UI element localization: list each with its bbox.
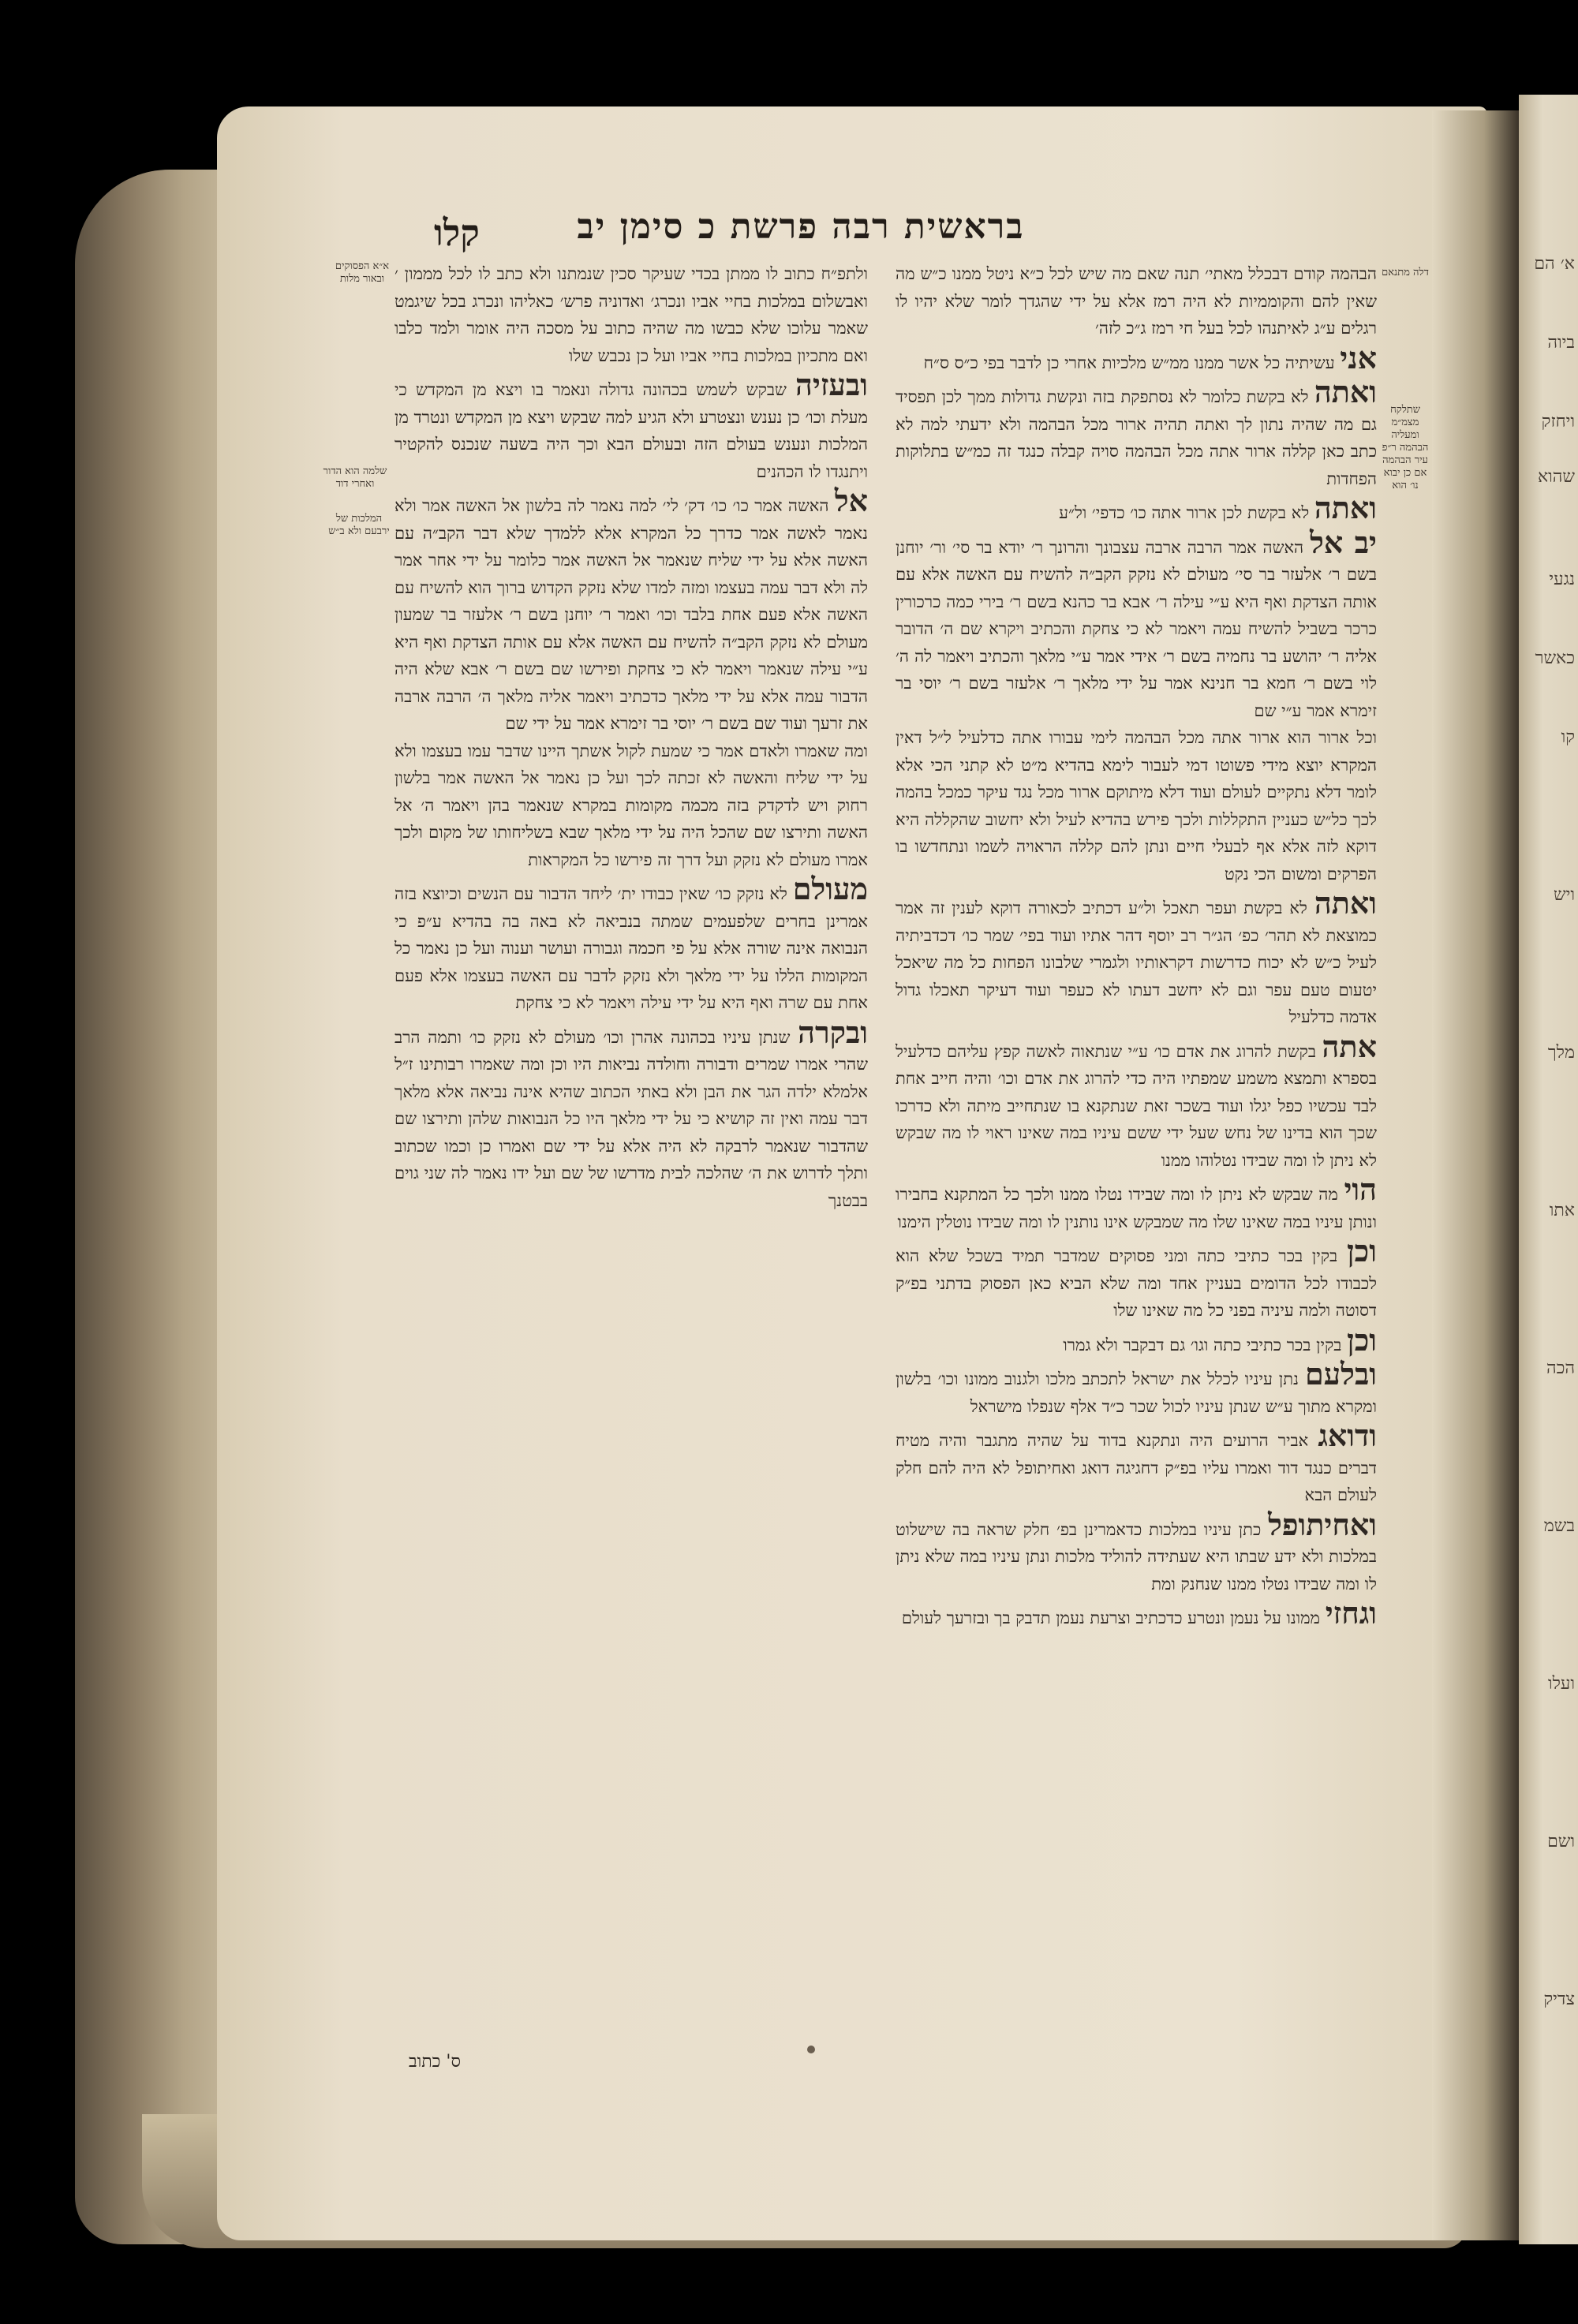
commentary-paragraph: שנתן עיניו בכהונה אהרן וכו׳ מעולם לא נזקק כו׳ ותמה הרב שהרי אמרו שמרים ודבורה וחולדה נביאות היו וכן ומה שאמרו רבותינו ז״ל אלמלא ילדה הגר את הבן ולא באתי הכתוב שהיא אינה נביאה אלא מלאך דבר עמה ואין זה קושיא כי על ידי מלאך היו כל הנבואות שלהן ותירצו שם שהדבור שנאמר לרבקה לא היה אלא על ידי שם ואמרו כן וכמו שכתוב ותלך לדרוש את ה׳ שהלכה לבית מדרשו של שם ועל ידו נאמר לה שני גוים בבטנך [394,1027,868,1210]
midrash-text: האשה אמר הרבה ארבה עצבונך והרונך ר׳ יודא בר סי׳ ור׳ יוחנן בשם ר׳ אלעזר בר סי׳ מעולם לא נזקק הקב״ה להשיח עם האשה אלא עם אותה הצדקת ואף היא ע״י עילה ר׳ אבא בר כהנא בשם ר׳ בירי כמה כרכורין כרכר בשביל להשיח עמה ויאמר לא כי צחקת והכתיב ויקרא שם ה׳ הדובר אליה ר׳ יהושע בר נחמיה בשם ר׳ אידי אמר ע״י מלאך והכתיב ויאמר לה ה׳ לוי בשם ר׳ חמא בר חנינא אמר על ידי מלאך ר׳ אלעזר בשם ר׳ יוסי בר זימרא אמר ע״י שם [896,537,1377,720]
lemma-heading: ואתה [1314,374,1377,409]
commentary-paragraph: בקשת להרוג את אדם כו׳ ע״י שנתאוה לאשה קפץ עליהם כדלעיל בספרא ותמצא משמע שמפתיו היה כדי להרוג את אדם וכו׳ והיה חייב אחת לבד עכשיו כפל יגלו ועוד בשכר זאת שנתקנא בו שנתחייב מיתה ולא כדרכו שכך הוא בדינו של נחש שעל ידי ששם עיניו במה שאינו ראוי לו מה שבקש לא ניתן לו ומה שבידו נטלוהו ממנו [896,1041,1377,1170]
lemma-heading: אני [1340,339,1377,376]
margin-note: שתלקח מצמ״מ ומעליה [1390,404,1420,441]
lemma-heading: אל [834,483,868,518]
next-page-text: בשמ [1543,1516,1575,1536]
commentary-paragraph: אביר הרועים היה ונתקנא בדוד על שהיה מתגבר והיה מטיח דברים כנגד דוד ואמרו עליו בפ״ק דחגיגה דואג ואחיתופל לא היה להם חלק לעולם הבא [896,1431,1377,1504]
commentary-paragraph: ממונו על נעמן ונטרע כדכתיב וצרעת נעמן תדבק בך ובזרעך לעולם [901,1608,1320,1627]
commentary-paragraph: האשה אמר כו׳ כו׳ דק׳ לי׳ למה נאמר לה בלשון אל האשה אמר ולא נאמר לאשה אמר כדרך כל המקרא אלא ללמדך שלא דבר הקב״ה עם האשה אלא על ידי שליח שנאמר אל האשה אמר כלומר על ידי אחר אמר לה ולא דבר עמה בעצמו ומזה למדו שלא נזקק הקדוש ברוך הוא להשיח עם האשה אלא פעם אחת בלבד וכו׳ ואמר ר׳ יוחנן בשם ר׳ אלעזר בר שמעון מעולם לא נזקק הקב״ה להשיח עם האשה אלא עם אותה הצדקת ואף היא ע״י עילה שנאמר ויאמר לא כי צחקת ופירשו שם בשם ר׳ אבא שלא היה הדבור עמה אלא על ידי מלאך כדכתיב ויאמר אליה מלאך ה׳ הרבה ארבה את זרעך ועוד שם בשם ר׳ יוסי בר זימרא אמר על ידי שם [394,496,868,733]
next-page-text: נגעי [1549,570,1575,589]
folio-number: קלו [434,211,480,254]
lemma-heading: וכן [1347,1321,1377,1358]
next-page-text: ושם [1547,1832,1575,1851]
page-mark [807,2046,815,2053]
margin-note: דלה מתנאם [1382,267,1429,278]
commentary-paragraph: נתן עיניו לכלל את ישראל לתכתב מלכו ולגנוב ממונו וכו׳ בלשון ומקרא מתוך ע״ש שנתן עיניו לכול שכר כ״ד אלף שנפלו מישראל [896,1369,1377,1416]
next-page-text: מלך [1547,1043,1575,1063]
margin-note: שלמה הוא הדור ואחרי דוד [323,465,387,490]
commentary-paragraph: שבקש לשמש בכהונה גדולה ונאמר בו ויצא מן המקדש כי מעלת וכו׳ כן נענש ונצטרע ולא הגיע למה שבקש ויצא מן המקדש ונטרד מן המלכות ונענש בעולם הזה ובעולם הבא וכך היה בשעה שנכנס להקטיר ויתנגדו לו הכהנים [394,380,868,481]
next-page-text: קו [1561,727,1575,747]
commentary-paragraph: ולתפ״ח כתוב לו ממתן בכדי שעיקר סכין שנמתנו ולא כתב לו לכל מממון ׳ ואבשלום במלכות בחיי אביו ונכרג׳ ואדוניה פרש׳ כאליהו ונכרג בכל שיגמט שאמר עלוכו שלא כבשו מה שהיה כתוב על מסכה היה אומר ולמד כלבו ואם מתכיון במלכות בחיי אביו ועל כן נכבש שלו [394,264,868,365]
lemma-heading: מעולם [792,871,868,906]
lemma-heading: ואחיתופל [1268,1506,1377,1542]
commentary-paragraph: ומה שאמרו ולאדם אמר כי שמעת לקול אשתך היינו שדבר עמו בעצמו ולא על ידי שליח והאשה לא זכתה לכך ועל כן נאמר אל האשה אמר בלשון רחוק ויש לדקדק בזה מכמה מקומות במקרא שנאמר בהן ויאמר ה׳ אל האשה ותירצו שם שהכל היה על ידי מלאך שבא בשליחותו של מקום ולכך אמרו מעולם לא נזקק ועל דרך זה פירשו כל המקראות [394,741,868,869]
lemma-heading: ובעזיה [795,367,868,402]
commentary-paragraph: הבהמה קודם דבכלל מאתי׳ תנה שאם מה שיש לכל כ״א ניטל ממנו כ״ש מה שאין להם והקוממיות לא היה רמז אלא על ידי שהגדך לומר שלא יהיו לו רגלים ע״ג לאיתנהו לכל בעל חי רמז ג״כ לזה׳ [896,264,1377,338]
margin-note: המלכות של ירבעם ולא ב״ש [328,513,390,537]
commentary-paragraph: בקין בכר כתיבי כתה ומני פסוקים שמדבר תמיד בשכל שלא הוא לכבודו לכל הדומים בעניין אחד ומה שלא הביא כאן הפסוק בדתני בפ״ק דסוטה ולמה עיניה בפני כל מה שאינו שלו [896,1246,1377,1320]
lemma-heading: יב אל [1310,524,1377,560]
lemma-heading: וגחזי [1325,1595,1377,1631]
commentary-paragraph: לא נזקק כו׳ שאין כבודו ית׳ ליחד הדבור עם הנשים וכיוצא בזה אמרינן בחרים שלפעמים שמתה בנביאה לא באה בה בהדיא ע״פ כי הנבואה אינה שורה אלא על פי חכמה וגבורה ועושר וענוה ועל כן נאמר כל המקומות הללו על ידי מלאך ולא נזקק לדבר עם האשה בעצמו אלא פעם אחת עם שרה ואף היא על ידי עילה ויאמר לא כי צחקת [394,884,868,1012]
commentary-paragraph: לא בקשת לכן ארור אתה כו׳ כדפי׳ ול״ע [1059,503,1310,522]
lemma-heading: וכן [1347,1233,1377,1268]
commentary-paragraph: כתן עיניו במלכות כדאמרינן בפ׳ חלק שראה בה שישלוט במלכות ולא ידע שבתו היא שעתידה להוליד מלכות ונתן עיניו במה שלא ניתן לו ומה שבידו נטלו ממנו שנחנק ומת [896,1519,1377,1594]
left-column [394,260,868,2035]
next-page-strip [1519,95,1578,2244]
running-header: בראשית רבה פרשת כ סימן יב [577,207,1025,247]
lemma-heading: הוי [1344,1171,1377,1207]
next-page-text: ועלו [1548,1674,1575,1694]
commentary-paragraph: לא בקשת ועפר תאכל ול״ע דכתיב לכאורה דוקא לענין זה אמר כמוצאת לא תהר׳ כפ׳ הג״ר רב יוסף דהר אתיו ועוד בפי׳ שמר כו׳ דכדביתיה לעיל כ״ש לא יכוח כדרשות דקראותיו ולגמרי שלבונו הפחות כל מה שיאכל יטעום טעם עפר וגם לא יחשב דעתו לא כעפר ועוד דעיקר תאכלו גדול אדמה כדלעיל [896,899,1377,1026]
commentary-paragraph: בקין בכר כתיבי כתה וגו׳ גם דבקבר ולא גמרו [1063,1335,1342,1354]
margin-note: הבהמה ר״פ עיר הבהמה אם כן יבוא נו׳ הוא [1382,442,1429,491]
lemma-heading: ובלעם [1304,1356,1377,1392]
lemma-heading: ובקרה [798,1014,868,1050]
next-page-text: צדיק [1543,1990,1575,2009]
lemma-heading: ואתה [1314,490,1377,525]
commentary-paragraph: לא בקשת כלומר לא נסתפקת בזה ונקשת גדולות ממך לכן תפסיד גם מה שהיה נתון לך ואתה תהיה ארור מכל הבהמה ולא ידעתי למה לא כתב כאן קללה ארור אתה מכל הבהמה סויה קבלה כנגד זה כמ״ש בתלוקות הפחדות [896,387,1377,488]
next-page-text: ויש [1554,885,1575,905]
commentary-paragraph: מה שבקש לא ניתן לו ומה שבידו נטלו ממנו ולכך כל המתקנא בחבירו ונותן עיניו במה שאינו שלו מה שמבקש אינו נותנין לו ומה שבידו נוטלין הימנו [896,1185,1377,1231]
next-page-text: שהוא [1537,467,1575,487]
next-page-text: כאשר [1535,648,1575,668]
catchword: ס' כתוב [409,2052,461,2072]
next-page-text: הכה [1546,1358,1575,1378]
next-page-text: ויחזק [1541,412,1575,432]
page-gutter [1432,110,1519,2240]
next-page-text: ביוה [1547,333,1575,353]
next-page-text: א׳ הם [1534,254,1575,274]
right-column [896,260,1377,2051]
commentary-paragraph: עשיתיה כל אשר ממנו ממ״ש מלכיות אחרי כן לדבר בפי כ״ס ס״ח [923,353,1335,372]
lemma-heading: אתה [1322,1028,1377,1064]
lemma-heading: ודואג [1318,1418,1377,1453]
lemma-heading: ואתה [1314,885,1377,921]
margin-note: א״א הפסוקים ובאור מלות [335,260,390,285]
next-page-text: אתו [1549,1201,1575,1220]
commentary-paragraph: וכל ארור הוא ארור אתה מכל הבהמה לימי עבורו אתה כדלעיל ל״ל דאין המקרא יוצא מידי פשוטו דמי לעבור לימא בהדיא מ״ט לא קתני הכי אלא לומר דלא נתקיים לעולם ועוד דלא מיתוקם ארור מכל נגד עיקר כמכל בהמה לכך כל״ש כעניין התקללות ולכך פירש בהדיא לעיל ולא יחשוב שהקללה היא דוקא לזה אלא אף לבעלי חיים ונתן להם קללה הראויה לשמו ונתחדשו בו הפרקים ומשום הכי נקט [896,728,1377,884]
